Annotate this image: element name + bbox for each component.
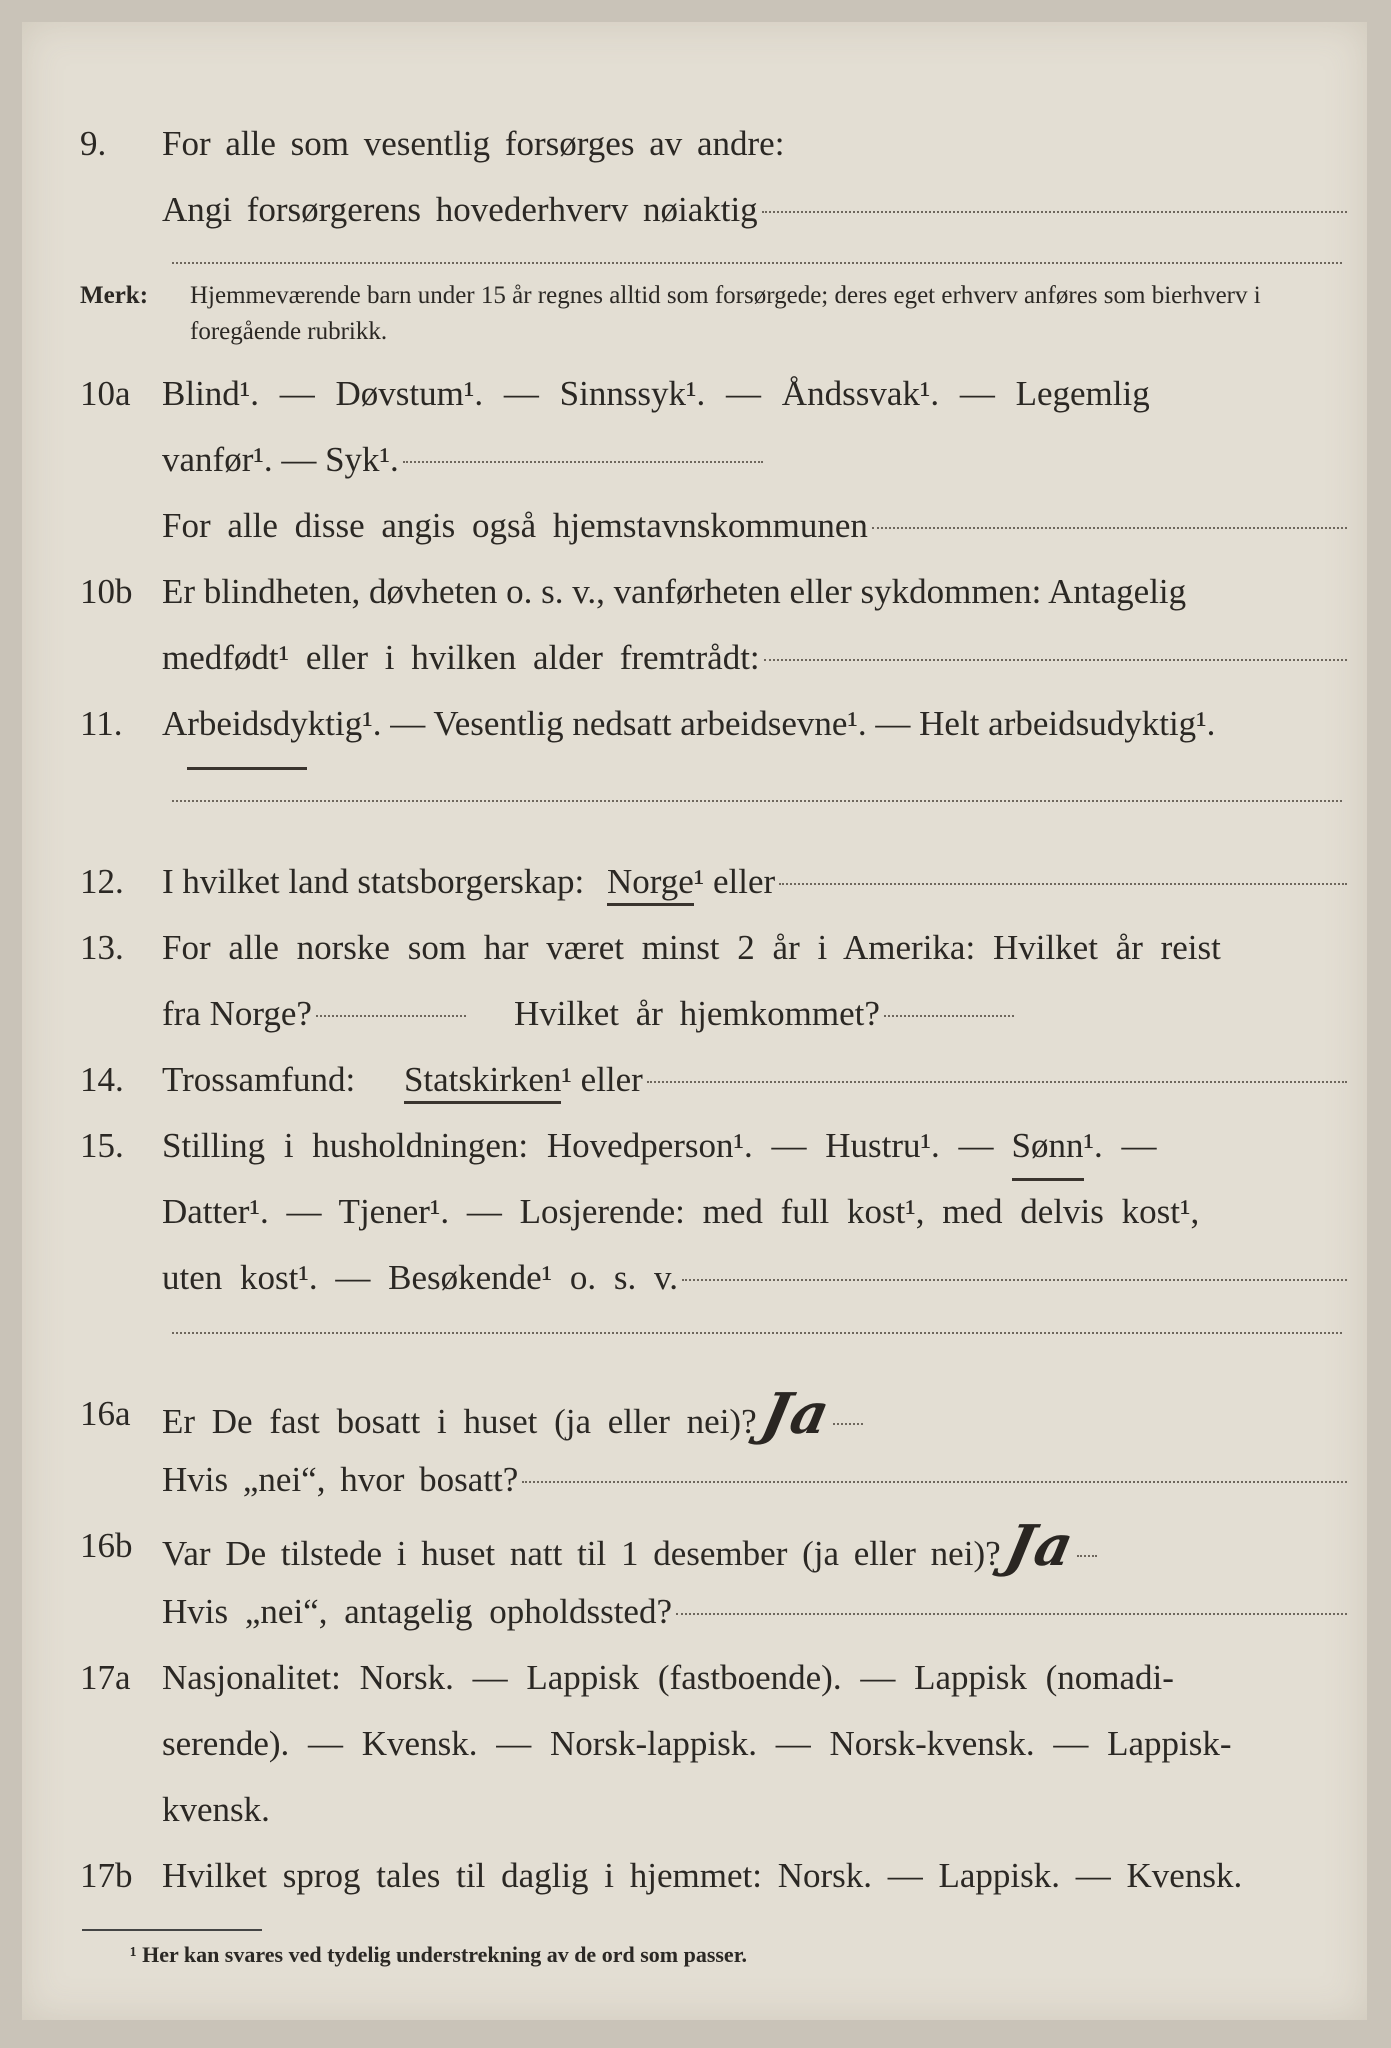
q9-row-2: [22, 180, 1367, 240]
q12-line: [162, 852, 1347, 912]
q16a-answer-field[interactable]: [833, 1423, 863, 1425]
q10a-line-2: [162, 430, 763, 490]
q10a-syk-field[interactable]: [403, 461, 763, 463]
q14-statskirken-underlined[interactable]: Statskirken: [404, 1060, 561, 1104]
q12-pre: I hvilket land statsborgerskap:: [162, 862, 585, 901]
q14-row-1: [22, 1050, 1367, 1110]
q16b-line-1: [162, 1513, 1097, 1584]
q11-answer-line[interactable]: [172, 800, 1342, 802]
q10b-number: 10b: [80, 572, 133, 611]
q16a-text-2: Hvis „nei“, hvor bosatt?: [162, 1460, 519, 1499]
q10b-row-2: [22, 628, 1367, 688]
q15-other-field[interactable]: [682, 1279, 1347, 1281]
q9-number: 9.: [80, 124, 107, 163]
q11-row-1: [22, 694, 1367, 754]
q17a-row-3: [22, 1780, 1367, 1840]
q9-answer-field[interactable]: [762, 211, 1347, 213]
q13-number: 13.: [80, 928, 124, 967]
q10a-number: 10a: [80, 374, 131, 413]
q10b-line-2: [162, 628, 1347, 688]
q10a-text-3: For alle disse angis også hjemstavnskommunen: [162, 506, 868, 545]
q10a-text-2: vanfør¹. — Syk¹.: [162, 440, 399, 479]
q16a-row-2: [22, 1450, 1367, 1510]
q16a-text-1: Er De fast bosatt i huset (ja eller nei)?: [162, 1402, 757, 1441]
q17a-row-2: [22, 1714, 1367, 1774]
q12-post: ¹ eller: [693, 862, 776, 901]
q9-line-2: [162, 180, 1347, 240]
q15-row-1: [22, 1116, 1367, 1176]
q14-text: [162, 1050, 643, 1110]
q17a-text-3: kvensk.: [162, 1790, 270, 1829]
q13-text-2a: fra Norge?: [162, 994, 312, 1033]
q14-post: ¹ eller: [561, 1060, 643, 1099]
q9-answer-line-2[interactable]: [172, 262, 1342, 264]
q16b-text-2: Hvis „nei“, antagelig opholdssted?: [162, 1592, 672, 1631]
q15-line-3: [162, 1248, 1347, 1308]
q16b-text-1: Var De tilstede i huset natt til 1 desember (ja eller nei)?: [162, 1534, 1001, 1573]
q10b-text-2: medfødt¹ eller i hvilken alder fremtrådt:: [162, 638, 760, 677]
q16b-opholdssted-field[interactable]: [676, 1613, 1347, 1615]
q13-row-2: [22, 984, 1367, 1044]
q15-text-1b: ¹. —: [1083, 1126, 1157, 1165]
q13-row-1: [22, 918, 1367, 978]
merk-label: Merk:: [80, 282, 149, 309]
q16a-line-2: [162, 1450, 1347, 1510]
q15-sonn-underlined[interactable]: Sønn: [1012, 1116, 1084, 1181]
q17a-text-1: Nasjonalitet: Norsk. — Lappisk (fastboende). — Lappisk (nomadi-: [162, 1658, 1174, 1697]
q16a-handwritten-answer: Ja: [755, 1381, 837, 1447]
q15-row-2: [22, 1182, 1367, 1242]
q9-text-1: For alle som vesentlig forsørges av andre:: [162, 124, 785, 163]
q11-underline-mark: [187, 767, 307, 770]
q13-reist-field[interactable]: [316, 1015, 466, 1017]
q16a-number: 16a: [80, 1394, 131, 1433]
q17a-row-1: [22, 1648, 1367, 1708]
q10b-row-1: [22, 562, 1367, 622]
q10a-row-1: [22, 364, 1367, 424]
q9-text-2: Angi forsørgerens hovederhverv nøiaktig: [162, 190, 758, 229]
q12-other-country-field[interactable]: [779, 883, 1347, 885]
q12-norge-underlined[interactable]: Norge: [607, 862, 694, 906]
q12-row-1: [22, 852, 1367, 912]
q15-row-3: [22, 1248, 1367, 1308]
merk-text: Hjemmeværende barn under 15 år regnes alltid som forsørgede; deres eget erhverv anføres som bierhverv i foregående rubrikk.: [190, 282, 1261, 345]
footnote-rule: [82, 1929, 262, 1931]
q12-number: 12.: [80, 862, 124, 901]
q17b-number: 17b: [80, 1856, 133, 1895]
q17b-text-1: Hvilket sprog tales til daglig i hjemmet: Norsk. — Lappisk. — Kvensk.: [162, 1856, 1243, 1895]
q17a-number: 17a: [80, 1658, 131, 1697]
q14-line: [162, 1050, 1347, 1110]
q12-text: [162, 852, 775, 912]
q15-number: 15.: [80, 1126, 124, 1165]
q13-hjemkommet-field[interactable]: [884, 1015, 1014, 1017]
q16b-line-2: [162, 1582, 1347, 1642]
q10a-row-3: [22, 496, 1367, 556]
q15-text-1a: Stilling i husholdningen: Hovedperson¹. — Hustru¹. —: [162, 1126, 994, 1165]
q16a-line-1: [162, 1381, 863, 1452]
census-form-page: [22, 22, 1367, 2020]
q14-pre: Trossamfund:: [162, 1060, 356, 1099]
q15-answer-line-2[interactable]: [172, 1332, 1342, 1334]
q17b-row-1: [22, 1846, 1367, 1906]
q10b-text-1: Er blindheten, døvheten o. s. v., vanførheten eller sykdommen: Antagelig: [162, 572, 1187, 611]
q16a-row-1: [22, 1381, 1367, 1447]
q13-text-1: For alle norske som har været minst 2 år i Amerika: Hvilket år reist: [162, 928, 1221, 967]
q13-line-2: [162, 984, 1014, 1044]
q14-number: 14.: [80, 1060, 124, 1099]
footnote: ¹ Her kan svares ved tydelig understrekning av de ord som passer.: [130, 1942, 747, 1967]
q10a-kommune-field[interactable]: [872, 527, 1347, 529]
q11-number: 11.: [80, 704, 123, 743]
q14-other-field[interactable]: [647, 1081, 1347, 1083]
q17a-text-2: serende). — Kvensk. — Norsk-lappisk. — Norsk-kvensk. — Lappisk-: [162, 1724, 1232, 1763]
q10a-line-3: [162, 496, 1347, 556]
q15-text-3: uten kost¹. — Besøkende¹ o. s. v.: [162, 1258, 679, 1297]
q16b-answer-field[interactable]: [1077, 1555, 1097, 1557]
q16b-row-2: [22, 1582, 1367, 1642]
q16a-bosatt-field[interactable]: [522, 1481, 1347, 1483]
q16b-handwritten-answer: Ja: [999, 1513, 1081, 1579]
q10a-text-1: Blind¹. — Døvstum¹. — Sinnssyk¹. — Åndssvak¹. — Legemlig: [162, 374, 1150, 413]
q13-text-2b: Hvilket år hjemkommet?: [513, 994, 880, 1033]
q15-text-2: Datter¹. — Tjener¹. — Losjerende: med full kost¹, med delvis kost¹,: [162, 1192, 1200, 1231]
q9-row-1: [22, 114, 1367, 174]
q16b-number: 16b: [80, 1526, 133, 1565]
q10a-row-2: [22, 430, 1367, 490]
q11-text-1: Arbeidsdyktig¹. — Vesentlig nedsatt arbeidsevne¹. — Helt arbeidsudyktig¹.: [162, 704, 1216, 743]
q15-line-1: [162, 1116, 1157, 1181]
q16b-row-1: [22, 1513, 1367, 1579]
q10b-alder-field[interactable]: [764, 659, 1347, 661]
